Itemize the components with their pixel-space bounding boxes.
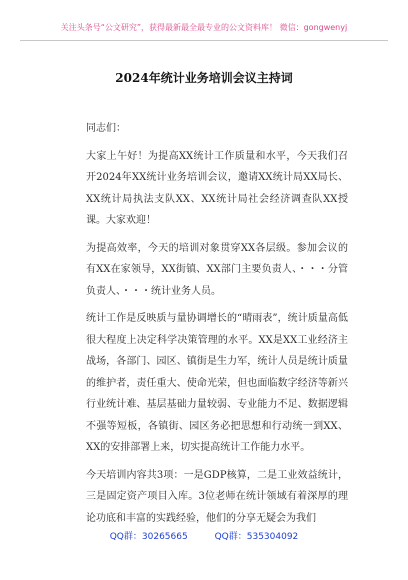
header-divider xyxy=(20,40,388,41)
header-note: 关注头条号“公文研究”，获得最新最全最专业的公文资料库！ 微信：gongwenyj xyxy=(60,23,348,32)
footer-qq-group-2: QQ群：535304092 xyxy=(214,532,299,542)
paragraph-4: 今天培训内容共3项：一是GDP核算，二是工业效益统计，三是固定资产项目入库。3位老师在统计领域有着深厚的理论功底和丰富的实践经验，他们的分享无疑会为我们 xyxy=(86,469,348,524)
paragraph-1: 大家上午好！为提高XX统计工作质量和水平，今天我们召开2024年XX统计业务培训会议，邀请XX统计局XX局长、XX统计局执法支队XX、XX统计局社会经济调查队XX授课。大家欢迎！ xyxy=(86,150,348,226)
paragraph-3: 统计工作是反映质与量协调增长的“晴雨表”，统计质量高低很大程度上决定科学决策管理的水平。XX是XX工业经济主战场，各部门、园区、镇街是生力军，统计人员是统计质量的维护者，责任重大、使命光荣，但也面临数字经济等新兴行业统计难、基层基础力量较弱、专业能力不足、数据逻辑不强等短板，各镇街、园区务必把思想和行动统一到XX、XX的安排部署上来，切实提高统计工作能力水平。 xyxy=(86,313,348,453)
footer-qq-groups xyxy=(20,530,388,544)
salutation: 同志们： xyxy=(86,123,126,134)
document-body xyxy=(86,118,348,535)
footer-qq-group-1: QQ群：30265665 xyxy=(109,532,188,542)
document-title: 2024年统计业务培训会议主持词 xyxy=(115,71,293,85)
paragraph-2: 为提高效率，今天的培训对象贯穿XX各层级。参加会议的有XX在家领导，XX街镇、XX部门主要负责人、・・・分管负责人、・・・统计业务人员。 xyxy=(86,242,348,297)
